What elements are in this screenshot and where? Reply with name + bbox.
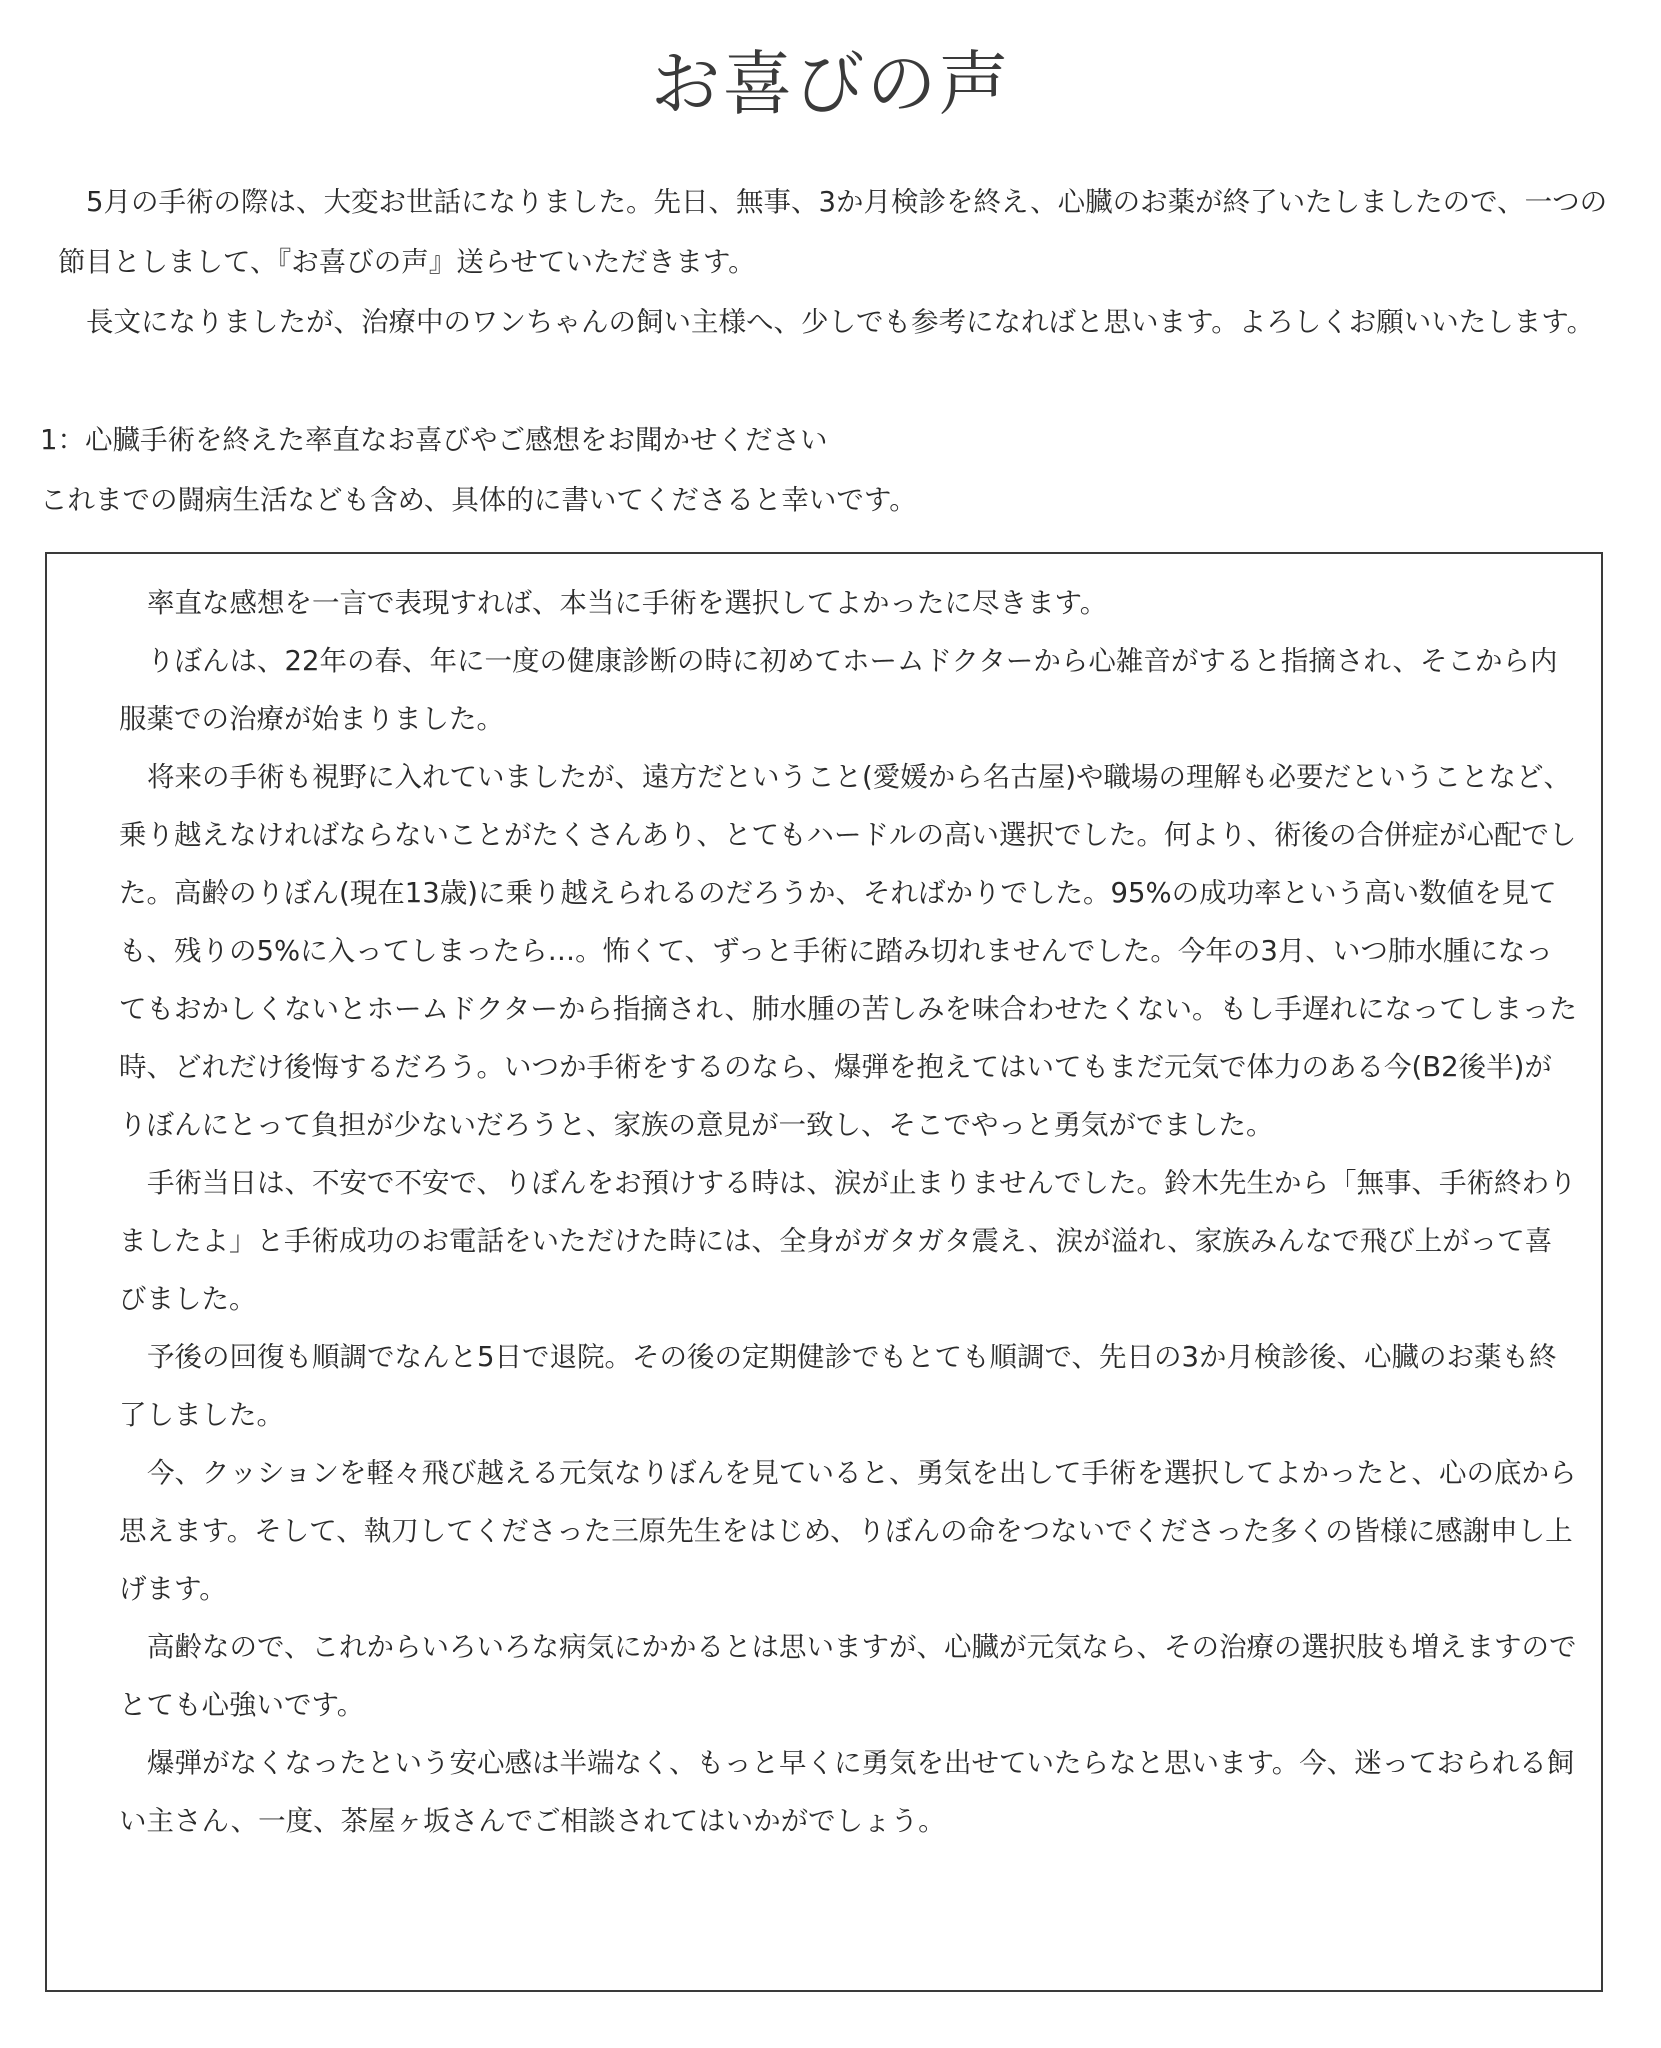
question-heading: 1：心臓手術を終えた率直なお喜びやご感想をお聞かせください [40,424,828,456]
answer-paragraph: りぼんは、22年の春、年に一度の健康診断の時に初めてホームドクターから心雑音がすると指摘され、そこから内服薬での治療が始まりました。 [119,645,1558,735]
answer-box [45,552,1603,1992]
answer-paragraph: 率直な感想を一言で表現すれば、本当に手術を選択してよかったに尽きます。 [147,587,1108,619]
answer-paragraph: 予後の回復も順調でなんと5日で退院。その後の定期健診でもとても順調で、先日の3か月検診後、心臓のお薬も終了しました。 [119,1341,1557,1431]
page-title: お喜びの声 [650,43,1011,125]
answer-paragraph: 爆弾がなくなったという安心感は半端なく、もっと早くに勇気を出せていたらなと思います。今、迷っておられる飼い主さん、一度、茶屋ヶ坂さんでご相談されてはいかがでしょう。 [119,1747,1575,1837]
question-instruction: これまでの闘病生活なども含め、具体的に書いてくださると幸いです。 [40,484,917,516]
question-section [40,410,1620,530]
answer-paragraph: 高齢なので、これからいろいろな病気にかかるとは思いますが、心臓が元気なら、その治療の選択肢も増えますのでとても心強いです。 [119,1631,1577,1721]
intro-paragraph: 5月の手術の際は、大変お世話になりました。先日、無事、3か月検診を終え、心臓のお薬が終了いたしましたので、一つの節目としまして、『お喜びの声』送らせていただきます。 [58,186,1608,278]
answer-body [119,574,1579,1850]
answer-paragraph: 今、クッションを軽々飛び越える元気なりぼんを見ていると、勇気を出して手術を選択してよかったと、心の底から思えます。そして、執刀してくださった三原先生をはじめ、りぼんの命をつないでくださった多くの皆様に感謝申し上げます。 [119,1457,1577,1605]
intro-paragraph: 長文になりましたが、治療中のワンちゃんの飼い主様へ、少しでも参考になればと思います。よろしくお願いいたします。 [86,306,1595,338]
answer-paragraph: 将来の手術も視野に入れていましたが、遠方だということ(愛媛から名古屋)や職場の理解も必要だということなど、乗り越えなければならないことがたくさんあり、とてもハードルの高い選択でした。何より、術後の合併症が心配でした。高齢のりぼん(現在13歳)に乗り越えられるのだろうか、そればかりでした。95%の成功率という高い数値を見ても、残りの5%に入ってしまったら…。怖くて、ずっと手術に踏み切れませんでした。今年の3月、いつ肺水腫になってもおかしくないとホームドクターから指摘され、肺水腫の苦しみを味合わせたくない。もし手遅れになってしまった時、どれだけ後悔するだろう。いつか手術をするのなら、爆弾を抱えてはいてもまだ元気で体力のある今(B2後半)がりぼんにとって負担が少ないだろうと、家族の意見が一致し、そこでやっと勇気がでました。 [119,761,1578,1141]
intro-section [58,172,1618,352]
answer-paragraph: 手術当日は、不安で不安で、りぼんをお預けする時は、涙が止まりませんでした。鈴木先生から「無事、手術終わりましたよ」と手術成功のお電話をいただけた時には、全身がガタガタ震え、涙が溢れ、家族みんなで飛び上がって喜びました。 [119,1167,1577,1315]
